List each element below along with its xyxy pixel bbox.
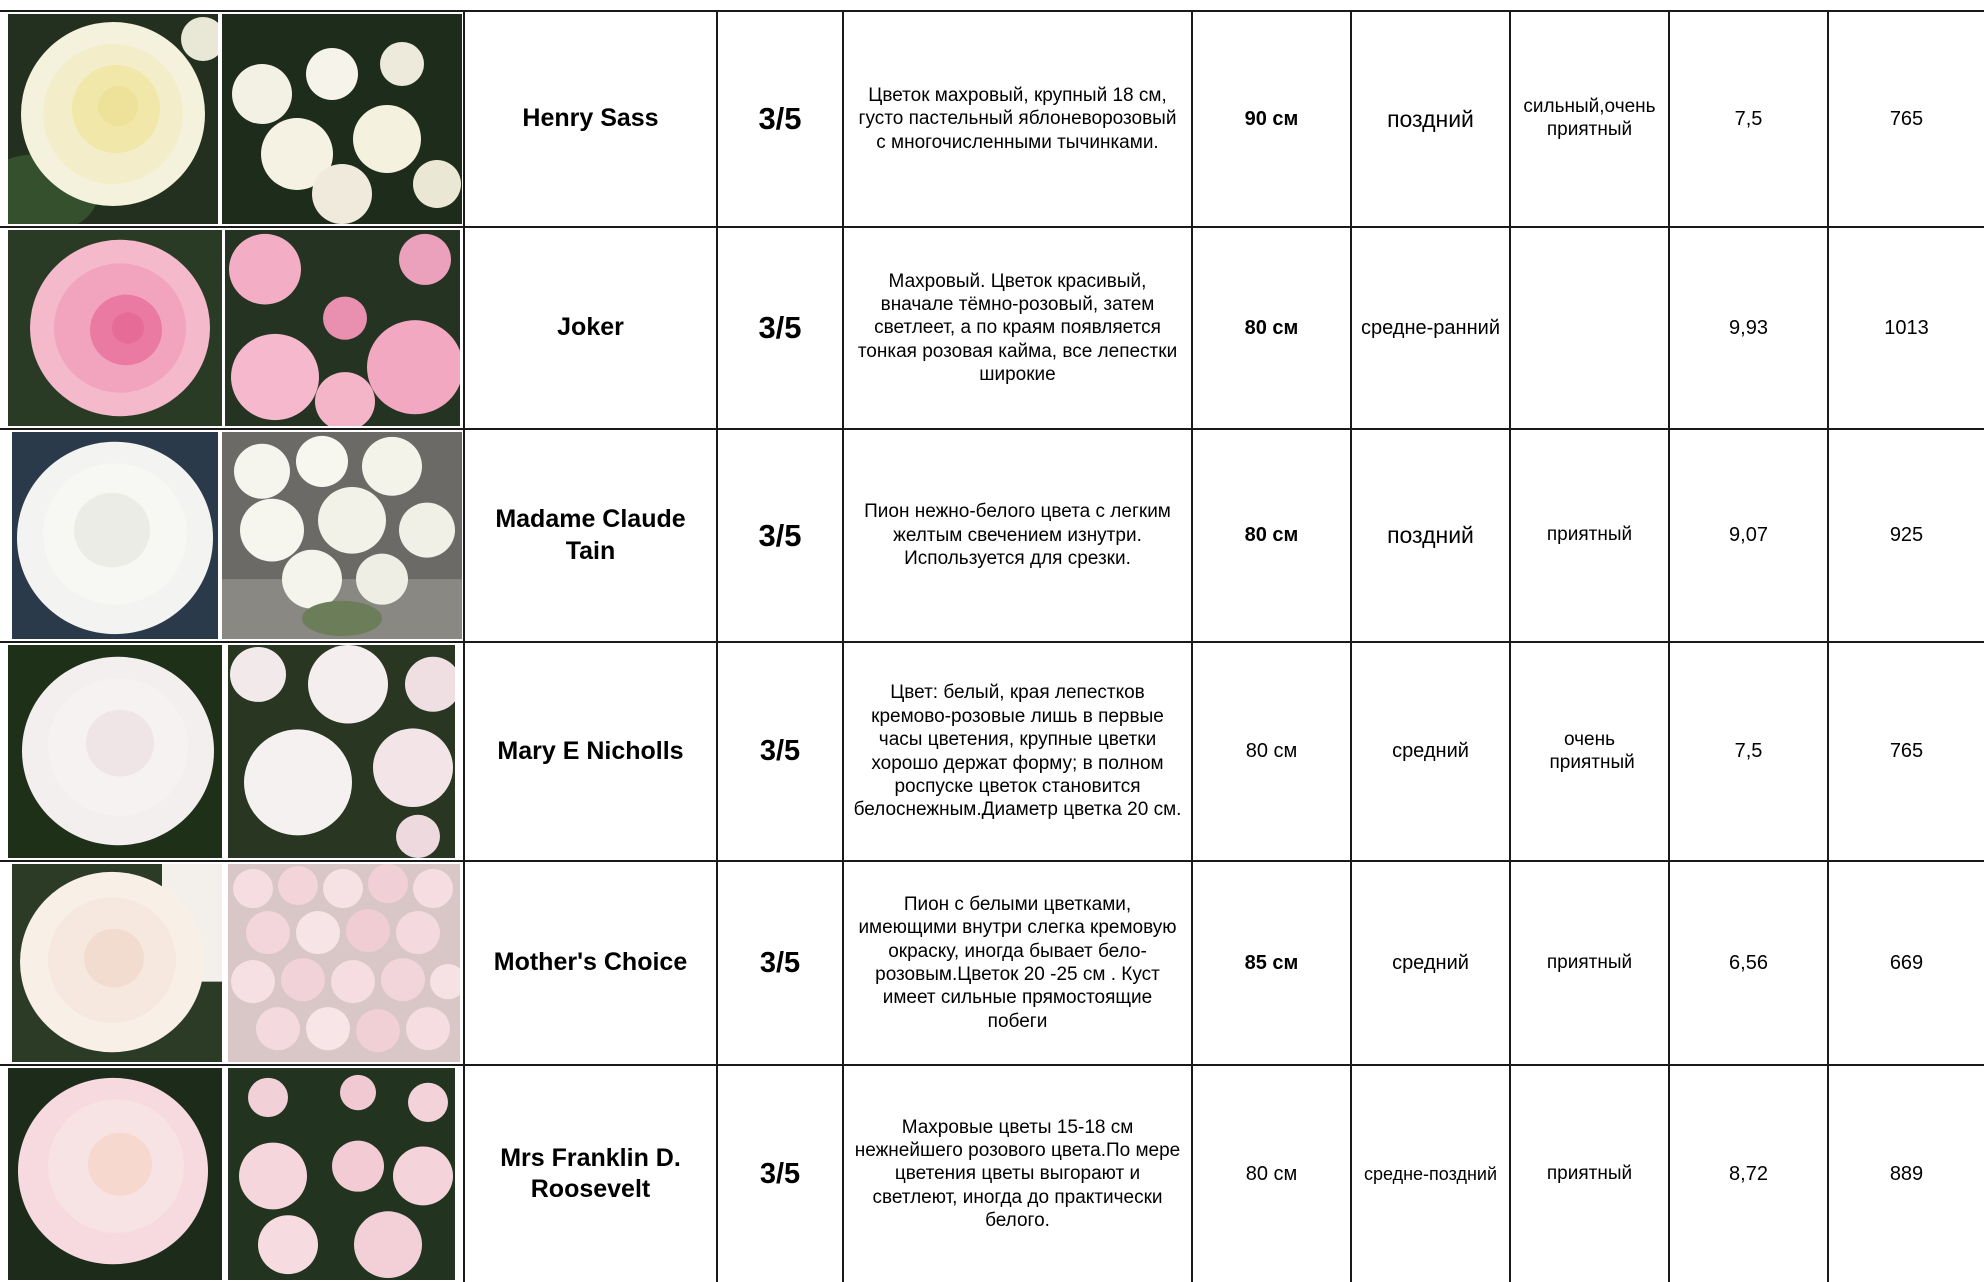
flower-bush-photo [222,432,462,639]
value-1: 9,07 [1729,524,1768,546]
ratio-cell [718,12,842,226]
table-row [0,12,1984,226]
height-value: 90 см [1244,107,1299,130]
height-cell [1193,862,1350,1064]
bloom-time-cell [1352,643,1509,860]
peony-name-cell [465,1066,716,1282]
ratio-value: 3/5 [758,310,802,345]
fragrance-value: сильный,очень приятный [1523,96,1656,140]
value-1-cell [1670,228,1827,428]
bloom-time-value: средний [1392,740,1469,762]
table-row [0,862,1984,1064]
description-text: Цветок махровый, крупный 18 см, густо пастельный яблоневорозовый с многочисленными тычинками. [858,84,1177,153]
description-text: Цвет: белый, края лепестков кремово-розовые лишь в первые часы цветения, крупные цветки хорошо держат форму; в полном роспуске цветок становится белоснежным.Диаметр цветка 20 см. [853,682,1182,821]
flower-closeup-photo [8,1068,222,1280]
flower-bush-photo [222,14,462,224]
bloom-time-value: поздний [1387,522,1474,548]
value-1: 8,72 [1729,1162,1768,1185]
description-cell [844,228,1191,428]
value-1: 7,5 [1734,107,1763,130]
bloom-time-cell [1352,1066,1509,1282]
ratio-value: 3/5 [758,101,802,136]
peony-name-cell [465,643,716,860]
peony-name: Madame Claude Tain [495,505,686,565]
bloom-time-cell [1352,228,1509,428]
ratio-cell [718,430,842,641]
value-1-cell [1670,12,1827,226]
ratio-value: 3/5 [759,735,801,767]
ratio-cell [718,643,842,860]
description-cell [844,643,1191,860]
bloom-time-value: поздний [1387,105,1474,132]
peony-name-cell [465,12,716,226]
table-row [0,430,1984,641]
fragrance-value: приятный [1546,951,1633,973]
description-cell [844,1066,1191,1282]
peony-name: Mary E Nicholls [497,736,684,765]
peony-name: Joker [557,313,624,342]
peony-name-cell [465,228,716,428]
bloom-time-cell [1352,862,1509,1064]
value-2-cell [1829,430,1984,641]
description-text: Пион с белыми цветками, имеющими внутри слегка кремовую окраску, иногда бывает бело-розовым.Цветок 20 -25 см . Куст имеет сильные прямостоящие побеги [858,893,1177,1032]
description-cell [844,12,1191,226]
peony-name: Mrs Franklin D. Roosevelt [500,1143,681,1203]
description-text: Пион нежно-белого цвета с легким желтым свечением изнутри. Используется для срезки. [864,501,1171,570]
flower-bush-photo [225,230,460,426]
table-row [0,643,1984,860]
value-1-cell [1670,643,1827,860]
flower-closeup-photo [8,230,222,426]
value-2: 925 [1889,524,1924,546]
value-2: 765 [1889,740,1924,762]
value-1-cell [1670,1066,1827,1282]
ratio-value: 3/5 [759,946,801,979]
value-2: 889 [1889,1162,1924,1185]
height-cell [1193,12,1350,226]
value-2-cell [1829,228,1984,428]
height-value: 80 см [1245,740,1298,762]
value-2-cell [1829,1066,1984,1282]
peony-name-cell [465,430,716,641]
bloom-time-value: средне-ранний [1361,316,1500,339]
fragrance-cell [1511,1066,1668,1282]
fragrance-cell [1511,862,1668,1064]
height-cell [1193,228,1350,428]
height-value: 80 см [1245,1162,1298,1185]
bloom-time-cell [1352,12,1509,226]
flower-bush-photo [228,645,455,858]
fragrance-cell [1511,228,1668,428]
value-2: 669 [1889,951,1924,974]
flower-closeup-photo [8,645,222,858]
height-value: 80 см [1244,524,1299,546]
value-1-cell [1670,430,1827,641]
value-1-cell [1670,862,1827,1064]
flower-closeup-photo [8,14,218,224]
value-1: 9,93 [1729,316,1768,339]
ratio-cell [718,862,842,1064]
value-1: 6,56 [1729,951,1768,974]
value-2: 765 [1889,107,1924,130]
height-value: 85 см [1244,951,1299,974]
value-2-cell [1829,643,1984,860]
flower-closeup-photo [12,432,218,639]
value-2-cell [1829,12,1984,226]
description-cell [844,430,1191,641]
height-cell [1193,1066,1350,1282]
description-text: Махровые цветы 15-18 см нежнейшего розового цвета.По мере цветения цветы выгорают и светлеют, иногда до практически белого. [854,1116,1181,1232]
bloom-time-cell [1352,430,1509,641]
height-cell [1193,430,1350,641]
description-text: Махровый. Цветок красивый, вначале тёмно-розовый, затем светлеет, а по краям появляется тонкая розовая кайма, все лепестки широкие [857,270,1178,386]
peony-name: Mother's Choice [493,948,688,977]
fragrance-value: приятный [1546,1162,1633,1184]
flower-bush-photo [228,1068,455,1280]
value-1: 7,5 [1734,740,1763,762]
fragrance-value: очень приятный [1549,728,1635,773]
ratio-value: 3/5 [758,517,802,553]
bloom-time-value: средний [1392,951,1469,974]
flower-bush-photo [228,864,460,1062]
description-cell [844,862,1191,1064]
value-2: 1013 [1884,316,1929,339]
table-row [0,1066,1984,1282]
fragrance-cell [1511,12,1668,226]
flower-closeup-photo [12,864,222,1062]
ratio-cell [718,1066,842,1282]
value-2-cell [1829,862,1984,1064]
fragrance-value: приятный [1546,524,1633,546]
bloom-time-value: средне-поздний [1363,1163,1498,1184]
ratio-cell [718,228,842,428]
peony-name-cell [465,862,716,1064]
height-cell [1193,643,1350,860]
height-value: 80 см [1244,316,1299,339]
peony-name: Henry Sass [522,104,659,133]
fragrance-cell [1511,430,1668,641]
table-row [0,228,1984,428]
ratio-value: 3/5 [759,1157,801,1190]
fragrance-cell [1511,643,1668,860]
